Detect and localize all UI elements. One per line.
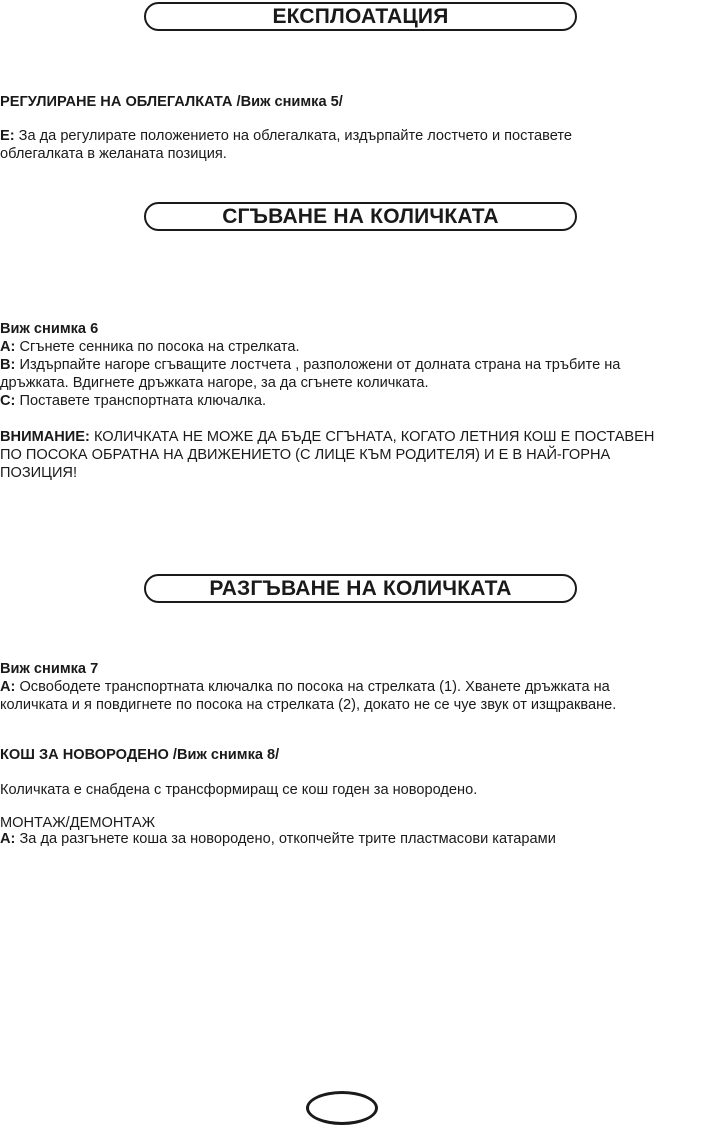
folding-warning-line3: ПОЗИЦИЯ! [0, 465, 78, 481]
section-banner-unfolding-text: РАЗГЪВАНЕ НА КОЛИЧКАТА [209, 577, 512, 600]
folding-warning-line2: ПО ПОСОКА ОБРАТНА НА ДВИЖЕНИЕТО (С ЛИЦЕ КЪМ РОДИТЕЛЯ) И Е В НАЙ-ГОРНА [0, 447, 611, 463]
unfolding-step-a-line1: A: Освободете транспортната ключалка по посока на стрелката (1). Хванете дръжката на [0, 679, 610, 695]
page-number-oval-icon [306, 1091, 378, 1125]
step-label: B: [0, 357, 16, 373]
step-label: A: [0, 679, 16, 695]
section-banner-unfolding [144, 574, 577, 603]
carrycot-step-a: A: За да разгънете коша за новородено, откопчейте трите пластмасови катарами [0, 831, 556, 847]
warning-label: ВНИМАНИЕ: [0, 429, 90, 445]
folding-step-a: A: Сгънете сенника по посока на стрелката. [0, 339, 300, 355]
unfolding-see-photo: Виж снимка 7 [0, 661, 99, 677]
section-banner-operation-text: ЕКСПЛОАТАЦИЯ [272, 5, 449, 28]
unfolding-step-a-line2: количката и я повдигнете по посока на стрелката (2), докато не се чуе звук от изщракване. [0, 697, 617, 713]
section-banner-folding-text: СГЪВАНЕ НА КОЛИЧКАТА [222, 205, 499, 228]
section-banner-folding [144, 202, 577, 231]
backrest-step-e-line1: E: За да регулирате положението на облегалката, издърпайте лостчето и поставете [0, 128, 572, 144]
step-label: E: [0, 128, 15, 144]
backrest-heading: РЕГУЛИРАНЕ НА ОБЛЕГАЛКАТА /Виж снимка 5/ [0, 94, 343, 110]
step-label: C: [0, 393, 16, 409]
carrycot-subheading: МОНТАЖ/ДЕМОНТАЖ [0, 815, 156, 831]
step-label: A: [0, 339, 16, 355]
folding-step-b-line2: дръжката. Вдигнете дръжката нагоре, за да сгънете количката. [0, 375, 429, 391]
folding-step-b-line1: B: Издърпайте нагоре сгъващите лостчета , разположени от долната страна на тръбите на [0, 357, 621, 373]
folding-see-photo: Виж снимка 6 [0, 321, 99, 337]
step-label: A: [0, 831, 16, 847]
folding-warning-line1: ВНИМАНИЕ: КОЛИЧКАТА НЕ МОЖЕ ДА БЪДЕ СГЪНАТА, КОГАТО ЛЕТНИЯ КОШ Е ПОСТАВЕН [0, 429, 655, 445]
folding-step-c: C: Поставете транспортната ключалка. [0, 393, 267, 409]
carrycot-intro: Количката е снабдена с трансформиращ се кош годен за новородено. [0, 782, 478, 798]
backrest-step-e-line2: облегалката в желаната позиция. [0, 146, 227, 162]
section-banner-operation [144, 2, 577, 31]
carrycot-heading: КОШ ЗА НОВОРОДЕНО /Виж снимка 8/ [0, 747, 280, 763]
